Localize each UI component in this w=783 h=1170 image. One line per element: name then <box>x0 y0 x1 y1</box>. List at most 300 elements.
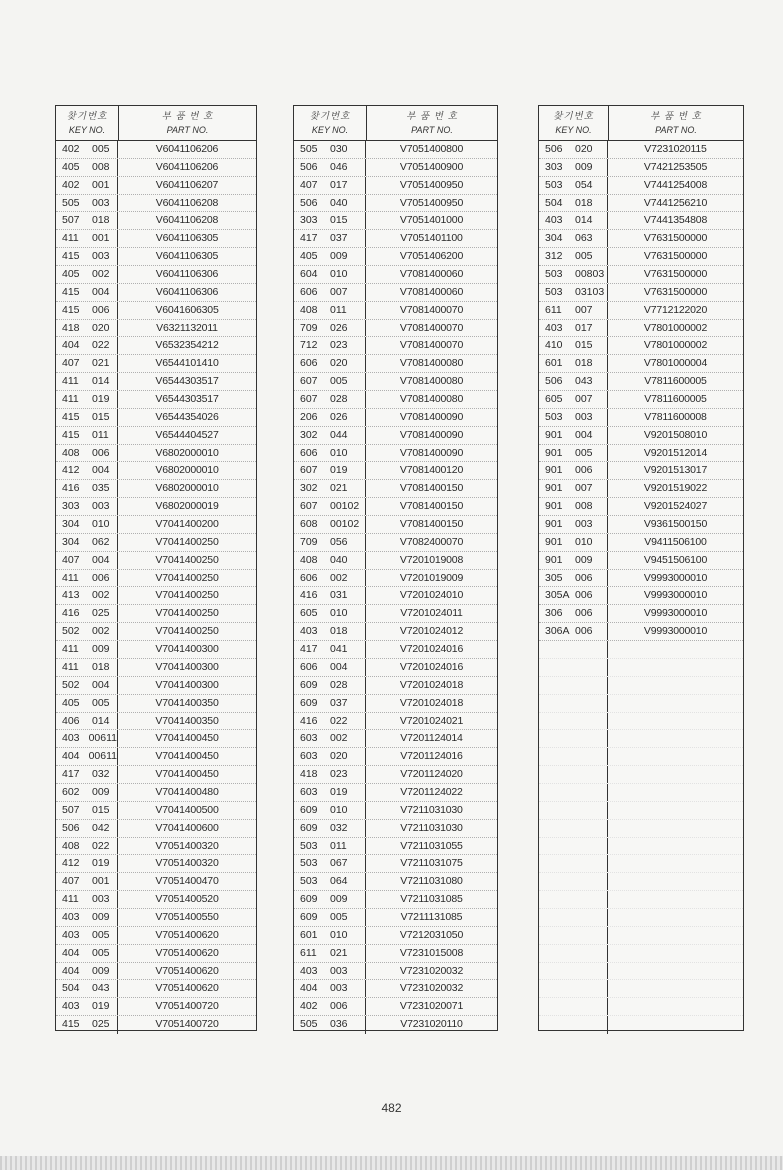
part-no-cell: V6041106208 <box>155 214 219 227</box>
key-group: 415 <box>62 250 80 263</box>
table-row <box>56 873 256 891</box>
part-no-cell: V6041106305 <box>155 232 219 245</box>
key-group <box>545 927 575 944</box>
key-header-en: KEY NO. <box>68 124 106 135</box>
key-item: 003 <box>92 250 110 263</box>
part-no-cell: V7051400950 <box>399 178 464 191</box>
key-no-cell <box>56 695 118 712</box>
key-no-cell <box>56 855 118 872</box>
key-no-cell <box>294 445 366 462</box>
key-item: 00611 <box>88 732 117 745</box>
part-header <box>609 106 743 140</box>
key-header <box>56 106 119 140</box>
part-no-cell: V7811600005 <box>644 393 707 406</box>
part-no-cell: V7201024011 <box>400 607 463 620</box>
table-row <box>56 659 256 677</box>
key-group: 418 <box>300 768 318 781</box>
part-no-cell: V6041106306 <box>155 268 219 281</box>
key-header <box>294 106 367 140</box>
table-row <box>539 713 743 731</box>
key-no-cell <box>539 445 608 462</box>
key-no-cell <box>294 802 366 819</box>
table-row <box>56 516 256 534</box>
table-row <box>56 195 256 213</box>
table-row <box>56 320 256 338</box>
key-no-cell <box>56 462 118 479</box>
key-no-cell <box>539 373 608 390</box>
table-row <box>294 963 497 981</box>
key-item <box>575 980 607 997</box>
part-no-cell: V7041400300 <box>155 660 219 673</box>
table-row <box>294 337 497 355</box>
key-group: 306 <box>545 607 563 620</box>
key-group: 312 <box>545 250 563 263</box>
page-number: 482 <box>381 1101 402 1115</box>
table-header <box>56 106 256 141</box>
key-item: 006 <box>575 625 593 638</box>
key-group: 403 <box>62 732 80 745</box>
key-no-cell <box>56 641 118 658</box>
key-no-cell <box>56 534 118 551</box>
key-no-cell <box>56 927 118 944</box>
table-row <box>539 516 743 534</box>
key-header-en: KEY NO. <box>555 124 592 135</box>
table-row <box>56 552 256 570</box>
table-row <box>294 498 497 516</box>
key-no-cell <box>56 980 118 997</box>
table-row <box>539 337 743 355</box>
table-row <box>539 302 743 320</box>
key-no-cell <box>294 302 366 319</box>
key-item: 006 <box>575 464 593 477</box>
key-no-cell <box>56 212 118 229</box>
key-group: 901 <box>545 518 563 531</box>
table-row <box>294 409 497 427</box>
table-row <box>56 605 256 623</box>
key-group: 415 <box>62 285 80 298</box>
table-row <box>539 230 743 248</box>
key-group: 506 <box>300 196 318 209</box>
part-no-cell: V9201512014 <box>643 446 708 459</box>
key-group: 416 <box>62 482 80 495</box>
key-item: 004 <box>575 428 593 441</box>
part-no-cell <box>608 855 743 872</box>
key-group <box>545 766 575 783</box>
key-group: 505 <box>300 143 318 155</box>
key-item: 067 <box>330 857 348 870</box>
table-row <box>56 445 256 463</box>
key-group: 609 <box>300 803 318 816</box>
key-no-cell <box>539 909 608 926</box>
part-no-cell: V9993000010 <box>643 589 708 602</box>
part-no-cell: V6802000010 <box>155 482 219 495</box>
key-group: 504 <box>545 196 563 209</box>
table-row <box>539 909 743 927</box>
table-row <box>539 963 743 981</box>
key-group: 506 <box>62 821 80 834</box>
part-no-cell <box>608 927 743 944</box>
part-no-cell: V7712122020 <box>643 303 708 316</box>
key-no-cell <box>539 873 608 890</box>
key-item: 015 <box>92 803 110 816</box>
part-no-cell <box>608 766 743 783</box>
key-item: 032 <box>92 768 110 781</box>
table-row <box>56 677 256 695</box>
key-item: 002 <box>92 589 110 602</box>
table-row <box>56 409 256 427</box>
table-row <box>56 248 256 266</box>
key-group: 415 <box>62 428 80 441</box>
key-no-cell <box>539 427 608 444</box>
key-no-cell <box>56 1016 118 1034</box>
key-item: 019 <box>92 393 110 406</box>
key-item: 005 <box>330 375 348 388</box>
part-no-cell: V7051401000 <box>399 214 464 227</box>
table-row <box>294 784 497 802</box>
key-group: 415 <box>62 410 80 423</box>
key-no-cell <box>539 462 608 479</box>
key-no-cell <box>539 570 608 587</box>
key-no-cell <box>294 498 366 515</box>
key-no-cell <box>539 534 608 551</box>
key-group: 404 <box>62 964 80 977</box>
key-item: 037 <box>330 696 348 709</box>
key-group: 611 <box>545 303 562 316</box>
table-row <box>56 1016 256 1034</box>
key-item: 002 <box>330 571 348 584</box>
part-no-cell: V6041106207 <box>155 178 219 191</box>
key-group: 408 <box>300 553 318 566</box>
key-group <box>545 677 575 694</box>
key-group: 305 <box>545 571 563 584</box>
key-group: 603 <box>300 732 318 745</box>
key-group: 505 <box>300 1018 318 1031</box>
key-group: 403 <box>62 910 80 923</box>
key-item: 017 <box>330 178 348 191</box>
key-group: 303 <box>545 160 563 173</box>
key-no-cell <box>56 820 118 837</box>
table-row <box>294 516 497 534</box>
part-no-cell <box>608 998 743 1015</box>
table-row <box>294 891 497 909</box>
part-no-cell: V7081400080 <box>399 357 464 370</box>
part-no-cell <box>608 659 743 676</box>
key-group <box>545 659 575 676</box>
table-row <box>294 623 497 641</box>
part-no-cell: V7201024018 <box>399 678 464 691</box>
part-no-cell: V7231020110 <box>400 1018 463 1031</box>
key-group: 403 <box>300 964 318 977</box>
key-no-cell <box>56 409 118 426</box>
table-row <box>294 373 497 391</box>
key-item <box>575 1016 607 1034</box>
key-group <box>545 802 575 819</box>
part-no-cell: V7081400150 <box>399 482 464 495</box>
key-no-cell <box>294 534 366 551</box>
part-no-cell: V7051400320 <box>155 857 219 870</box>
table-row <box>539 266 743 284</box>
part-no-cell: V7041400250 <box>155 535 219 548</box>
key-no-cell <box>56 159 118 176</box>
key-no-cell <box>294 855 366 872</box>
table-row <box>539 980 743 998</box>
part-no-cell: V6544303517 <box>155 375 219 388</box>
key-item <box>575 713 607 730</box>
key-no-cell <box>56 248 118 265</box>
table-row <box>294 159 497 177</box>
key-no-cell <box>294 980 366 997</box>
key-no-cell <box>56 498 118 515</box>
key-no-cell <box>539 480 608 497</box>
part-no-cell: V7051400720 <box>155 1018 219 1031</box>
key-group: 603 <box>300 750 318 763</box>
part-no-cell: V7201024016 <box>399 660 464 673</box>
key-no-cell <box>539 302 608 319</box>
key-no-cell <box>539 230 608 247</box>
table-row <box>56 855 256 873</box>
part-no-cell: V7231020115 <box>644 143 707 155</box>
table-row <box>539 605 743 623</box>
table-row <box>539 820 743 838</box>
key-item: 006 <box>92 571 110 584</box>
key-item: 007 <box>575 303 593 316</box>
key-group: 605 <box>545 393 563 406</box>
key-no-cell <box>56 730 118 747</box>
table-row <box>294 391 497 409</box>
key-header-en: KEY NO. <box>311 124 349 135</box>
key-item: 002 <box>92 625 110 638</box>
table-row <box>294 927 497 945</box>
part-header-en: PART NO. <box>411 124 453 135</box>
key-item: 007 <box>575 482 593 495</box>
part-no-cell: V7051400520 <box>155 893 219 906</box>
key-group: 506 <box>300 160 318 173</box>
key-item <box>575 730 607 747</box>
key-item: 001 <box>92 875 110 888</box>
key-no-cell <box>294 873 366 890</box>
key-item: 028 <box>330 393 348 406</box>
key-item: 015 <box>330 214 348 227</box>
table-row <box>539 141 743 159</box>
key-item: 019 <box>330 464 348 477</box>
table-row <box>56 337 256 355</box>
key-group <box>545 998 575 1015</box>
key-item: 036 <box>330 1018 348 1031</box>
key-item: 001 <box>92 178 110 191</box>
key-item: 043 <box>575 375 593 388</box>
key-item: 006 <box>92 446 110 459</box>
key-no-cell <box>539 855 608 872</box>
parts-table-2 <box>293 105 498 1031</box>
key-group: 606 <box>300 357 318 370</box>
key-no-cell <box>56 659 118 676</box>
key-no-cell <box>56 748 118 765</box>
key-group <box>545 855 575 872</box>
table-row <box>56 838 256 856</box>
key-item: 009 <box>330 893 348 906</box>
key-no-cell <box>56 766 118 783</box>
part-no-cell: V7051400320 <box>155 839 219 852</box>
key-group: 403 <box>545 214 563 227</box>
key-item: 020 <box>330 750 348 763</box>
key-no-cell <box>539 963 608 980</box>
part-no-cell: V7082400070 <box>399 535 464 548</box>
key-group: 709 <box>300 321 318 334</box>
key-item: 025 <box>92 607 110 620</box>
key-item: 009 <box>575 553 593 566</box>
key-item <box>575 695 607 712</box>
table-row <box>56 748 256 766</box>
part-header-ko: 부 품 번 호 <box>406 110 458 122</box>
part-no-cell <box>608 891 743 908</box>
part-no-cell: V9451506100 <box>643 553 708 566</box>
table-row <box>539 766 743 784</box>
table-row <box>294 838 497 856</box>
key-no-cell <box>539 766 608 783</box>
part-no-cell: V7211031055 <box>400 839 463 852</box>
part-no-cell: V9993000010 <box>643 571 708 584</box>
key-item: 020 <box>330 357 348 370</box>
part-no-cell <box>608 838 743 855</box>
key-item <box>575 802 607 819</box>
part-no-cell: V7211031075 <box>400 857 463 870</box>
key-no-cell <box>539 838 608 855</box>
key-no-cell <box>539 623 608 640</box>
key-no-cell <box>539 498 608 515</box>
table-row <box>294 284 497 302</box>
key-group: 607 <box>300 500 318 513</box>
key-item: 006 <box>575 571 593 584</box>
key-no-cell <box>539 945 608 962</box>
key-group: 901 <box>545 482 563 495</box>
table-row <box>539 355 743 373</box>
table-row <box>294 587 497 605</box>
key-no-cell <box>294 337 366 354</box>
key-item <box>575 873 607 890</box>
key-group: 411 <box>62 660 79 673</box>
table-row <box>56 480 256 498</box>
key-item <box>575 677 607 694</box>
key-item: 021 <box>330 946 348 959</box>
key-no-cell <box>539 337 608 354</box>
table-row <box>539 427 743 445</box>
part-no-cell <box>608 784 743 801</box>
part-no-cell: V7421253505 <box>643 160 708 173</box>
key-group <box>545 891 575 908</box>
key-group <box>545 641 575 658</box>
part-no-cell: V7041400480 <box>155 785 219 798</box>
table-row <box>294 534 497 552</box>
part-no-cell: V7041400450 <box>155 732 219 745</box>
key-group: 408 <box>300 303 318 316</box>
table-row <box>56 730 256 748</box>
key-item <box>575 766 607 783</box>
key-group: 402 <box>62 143 80 155</box>
table-row <box>539 195 743 213</box>
key-item: 005 <box>575 250 593 263</box>
key-group: 503 <box>300 839 318 852</box>
key-group: 502 <box>62 625 80 638</box>
key-item: 030 <box>330 143 348 155</box>
key-item: 006 <box>575 589 593 602</box>
part-no-cell: V6544101410 <box>155 357 219 370</box>
key-item: 041 <box>330 643 348 656</box>
table-row <box>539 320 743 338</box>
key-header-ko: 찾기번호 <box>309 110 351 122</box>
key-item: 003 <box>92 893 110 906</box>
part-no-cell: V6041106206 <box>155 160 219 173</box>
key-item: 020 <box>575 143 593 155</box>
table-row <box>294 320 497 338</box>
key-item: 011 <box>92 428 109 441</box>
table-row <box>539 927 743 945</box>
table-row <box>294 820 497 838</box>
key-group: 507 <box>62 214 80 227</box>
table-row <box>539 659 743 677</box>
key-group <box>545 784 575 801</box>
key-no-cell <box>56 195 118 212</box>
key-group: 405 <box>300 250 318 263</box>
key-no-cell <box>539 320 608 337</box>
key-no-cell <box>539 713 608 730</box>
key-group: 206 <box>300 410 318 423</box>
key-group: 504 <box>62 982 80 995</box>
key-group: 901 <box>545 535 563 548</box>
key-group: 404 <box>62 750 80 763</box>
key-item: 003 <box>330 964 348 977</box>
key-item: 005 <box>92 946 110 959</box>
key-item <box>575 784 607 801</box>
key-group: 606 <box>300 660 318 673</box>
table-row <box>56 909 256 927</box>
part-no-cell: V6041606305 <box>155 303 219 316</box>
key-item: 010 <box>330 928 348 941</box>
key-group: 304 <box>62 535 80 548</box>
key-group: 416 <box>300 589 318 602</box>
key-group: 503 <box>300 875 318 888</box>
table-row <box>294 855 497 873</box>
table-row <box>56 587 256 605</box>
key-no-cell <box>294 427 366 444</box>
part-no-cell: V6532354212 <box>155 339 219 352</box>
key-item: 054 <box>575 178 593 191</box>
table-row <box>294 570 497 588</box>
key-no-cell <box>56 355 118 372</box>
key-item: 015 <box>575 339 593 352</box>
part-no-cell: V7081400060 <box>399 268 464 281</box>
key-group: 901 <box>545 464 563 477</box>
part-no-cell: V7201024018 <box>399 696 464 709</box>
key-item: 032 <box>330 821 348 834</box>
key-item: 018 <box>575 357 593 370</box>
key-group: 407 <box>62 357 80 370</box>
key-group: 418 <box>62 321 80 334</box>
table-row <box>539 873 743 891</box>
part-no-cell: V7801000002 <box>643 321 708 334</box>
table-row <box>539 159 743 177</box>
key-no-cell <box>56 230 118 247</box>
part-no-cell: V7201019009 <box>399 571 464 584</box>
key-item: 011 <box>330 839 347 852</box>
key-group: 303 <box>300 214 318 227</box>
part-no-cell: V7081400090 <box>399 446 464 459</box>
key-item <box>575 891 607 908</box>
key-no-cell <box>294 462 366 479</box>
part-no-cell: V7801000004 <box>643 357 708 370</box>
table-row <box>539 587 743 605</box>
key-no-cell <box>56 302 118 319</box>
key-no-cell <box>539 141 608 158</box>
